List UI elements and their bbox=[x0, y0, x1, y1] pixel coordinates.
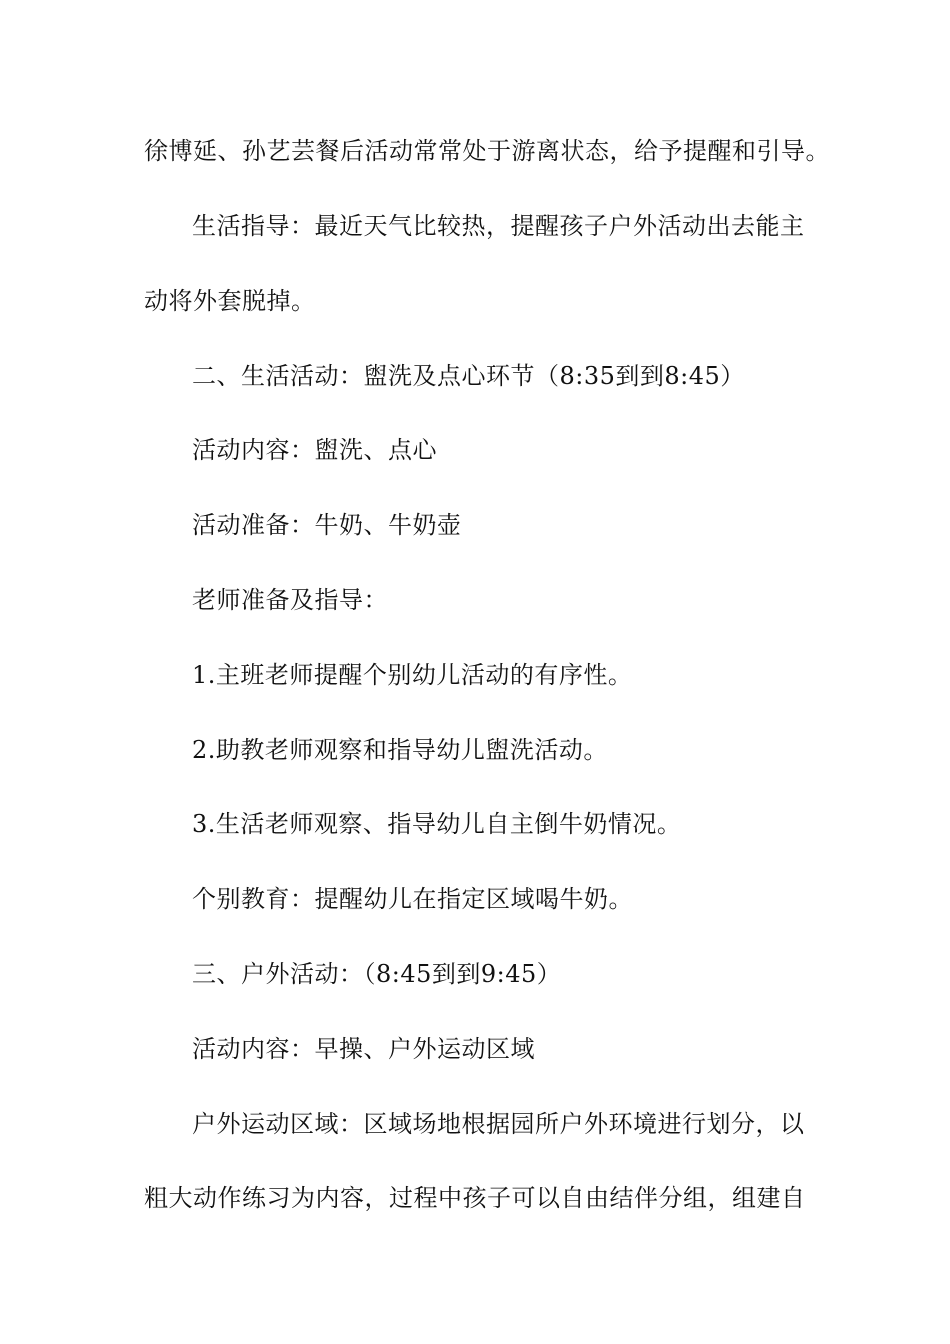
guidance-item-1: 1.主班老师提醒个别幼儿活动的有序性。 bbox=[192, 661, 633, 689]
paragraph-line-3: 动将外套脱掉。 bbox=[144, 287, 316, 315]
activity-content-line: 活动内容：盥洗、点心 bbox=[192, 436, 437, 464]
outdoor-content-line: 活动内容：早操、户外运动区域 bbox=[192, 1035, 535, 1063]
paragraph-line-2: 生活指导：最近天气比较热，提醒孩子户外活动出去能主 bbox=[192, 212, 805, 240]
teacher-guidance-heading: 老师准备及指导： bbox=[192, 586, 388, 614]
paragraph-line-1: 徐博延、孙艺芸餐后活动常常处于游离状态，给予提醒和引导。 bbox=[144, 137, 830, 165]
guidance-item-3: 3.生活老师观察、指导幼儿自主倒牛奶情况。 bbox=[192, 810, 682, 838]
individual-education-line: 个别教育：提醒幼儿在指定区域喝牛奶。 bbox=[192, 885, 633, 913]
outdoor-area-line-1: 户外运动区域：区域场地根据园所户外环境进行划分，以 bbox=[192, 1110, 805, 1138]
section-heading-2: 二、生活活动：盥洗及点心环节（8:35到到8:45） bbox=[192, 362, 745, 390]
guidance-item-2: 2.助教老师观察和指导幼儿盥洗活动。 bbox=[192, 736, 608, 764]
activity-preparation-line: 活动准备：牛奶、牛奶壶 bbox=[192, 511, 462, 539]
section-heading-3: 三、户外活动：（8:45到到9:45） bbox=[192, 960, 562, 988]
outdoor-area-line-2: 粗大动作练习为内容，过程中孩子可以自由结伴分组，组建自 bbox=[144, 1184, 806, 1212]
